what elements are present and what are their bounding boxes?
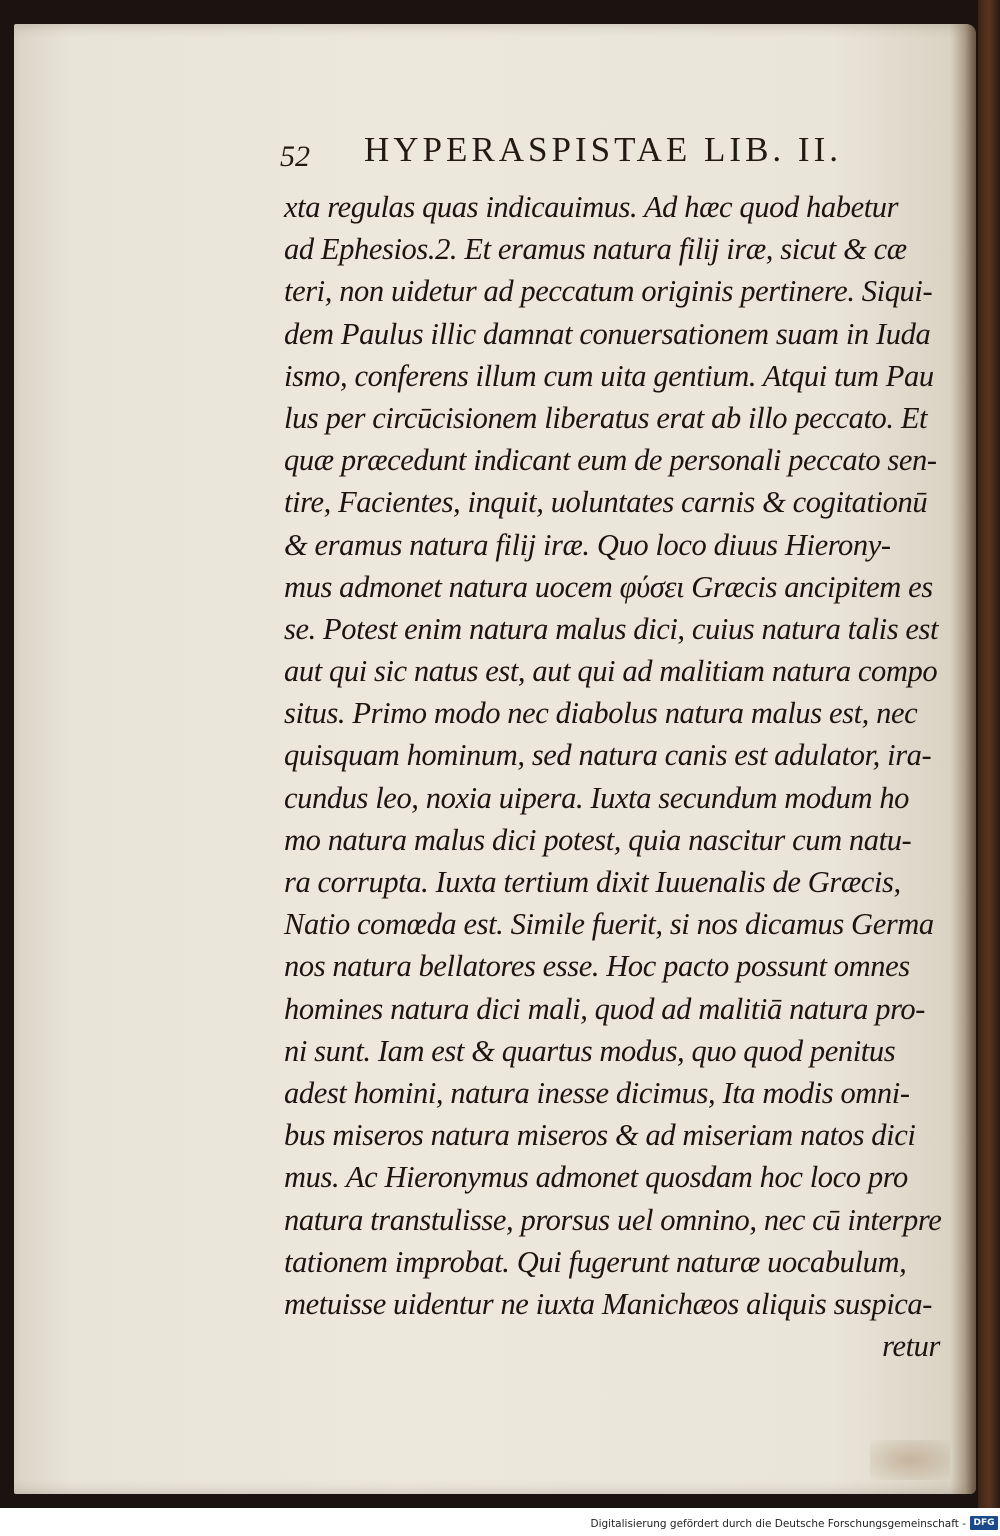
text-line: quæ præcedunt indicant eum de personali peccato sen-: [284, 443, 937, 478]
text-line: & eramus natura filij iræ. Quo loco diuus Hierony-: [284, 527, 891, 562]
text-line: teri, non uidetur ad peccatum originis pertinere. Siqui-: [284, 274, 933, 309]
page-number: 52: [280, 140, 310, 173]
text-line: lus per circūcisionem liberatus erat ab illo peccato. Et: [284, 400, 928, 435]
text-line: se. Potest enim natura malus dici, cuius natura talis est: [284, 611, 939, 646]
text-line: Natio comœda est. Simile fuerit, si nos dicamus Germa: [284, 907, 934, 942]
text-line: xta regulas quas indicauimus. Ad hæc quod habetur: [284, 190, 899, 224]
dfg-logo: DFG: [970, 1516, 998, 1530]
text-line: adest homini, natura inesse dicimus, Ita modis omni-: [284, 1075, 910, 1110]
text-line: quisquam hominum, sed natura canis est adulator, ira-: [284, 738, 932, 773]
text-line: aut qui sic natus est, aut qui ad malitiam natura compo: [284, 654, 938, 689]
body-text: [284, 186, 960, 1367]
text-line: ra corrupta. Iuxta tertium dixit Iuuenalis de Græcis,: [284, 865, 901, 899]
text-line: situs. Primo modo nec diabolus natura malus est, nec: [284, 696, 918, 731]
text-line: ismo, conferens illum cum uita gentium. Atqui tum Pau: [284, 358, 934, 393]
text-line: dem Paulus illic damnat conuersationem suam in Iuda: [284, 316, 931, 351]
running-head: HYPERASPISTAE LIB. II.: [364, 130, 842, 169]
catchword: retur: [882, 1329, 940, 1364]
text-line: natura transtulisse, prorsus uel omnino, nec cū interpre: [284, 1202, 942, 1237]
book-binding-edge: [978, 0, 1000, 1508]
text-line: ni sunt. Iam est & quartus modus, quo quod penitus: [284, 1033, 896, 1068]
text-line: mus admonet natura uocem φύσει Græcis ancipitem es: [284, 569, 933, 604]
text-line: homines natura dici mali, quod ad malitiā natura pro-: [284, 991, 926, 1026]
text-line: metuisse uidentur ne iuxta Manichæos aliquis suspica-: [284, 1286, 933, 1321]
text-line: cundus leo, noxia uipera. Iuxta secundum modum ho: [284, 780, 910, 815]
paper-stain: [870, 1440, 950, 1480]
page-header: [280, 130, 910, 174]
text-line: tationem improbat. Qui fugerunt naturæ uocabulum,: [284, 1244, 907, 1279]
text-line: mo natura malus dici potest, quia nascitur cum natu-: [284, 822, 912, 857]
text-line: nos natura bellatores esse. Hoc pacto possunt omnes: [284, 949, 910, 984]
text-line: mus. Ac Hieronymus admonet quosdam hoc loco pro: [284, 1160, 908, 1195]
text-line: ad Ephesios.2. Et eramus natura filij iræ, sicut & cæ: [284, 232, 907, 267]
text-line: tire, Facientes, inquit, uoluntates carnis & cogitationū: [284, 485, 928, 520]
footer-bar: [0, 1508, 1000, 1536]
digitization-credit: Digitalisierung gefördert durch die Deutsche Forschungsgemeinschaft -: [590, 1518, 966, 1530]
text-line: bus miseros natura miseros & ad miseriam natos dici: [284, 1118, 916, 1153]
